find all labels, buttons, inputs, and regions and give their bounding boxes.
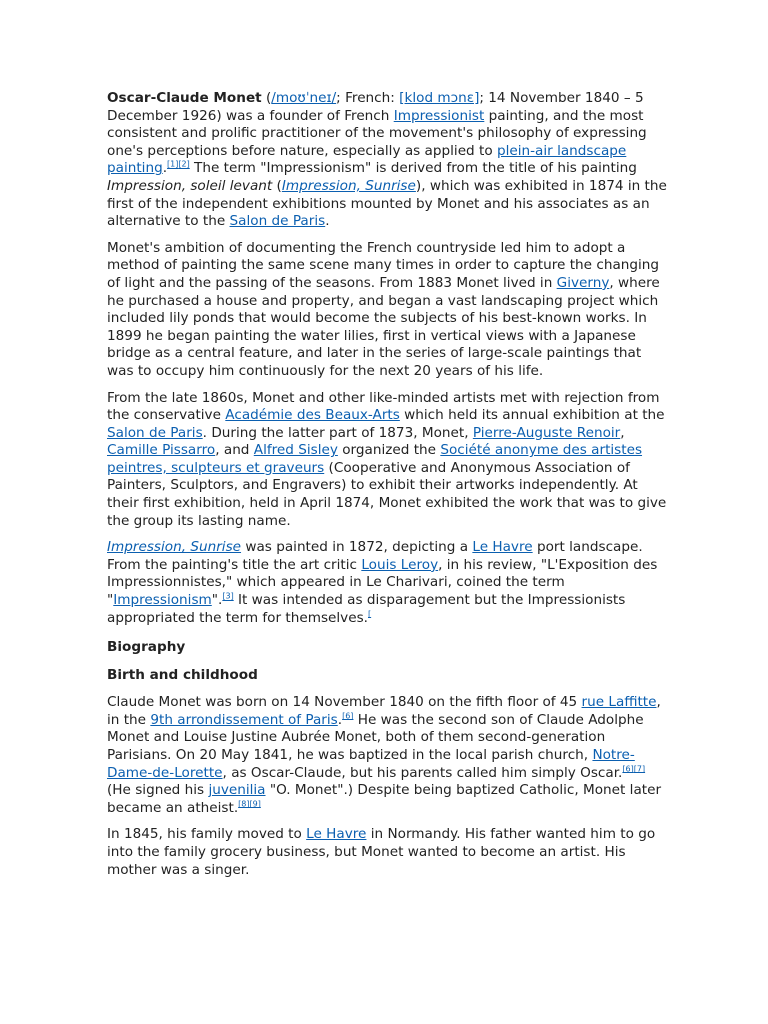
link-rue-laffitte[interactable]: rue Laffitte [581,694,657,711]
text-run: , in his review, "L'Exposition des Impressionnistes," which appeared in Le Charivari, coined the term " [107,556,658,609]
link-impression-sunrise[interactable]: Impression, Sunrise [281,177,416,194]
link-impression-sunrise-2[interactable]: Impression, Sunrise [107,539,242,556]
link-plein-air[interactable]: plein-air landscape painting [107,142,627,177]
article-body [107,90,667,888]
citation-3[interactable]: [3] [222,591,234,601]
link-louis-leroy[interactable]: Louis Leroy [361,556,439,573]
painting-title: Impression, soleil levant [107,177,273,194]
text-run: painting, and the most consistent and prolific practitioner of the movement's philosophy of expressing one's perceptions before nature, especially as applied to [107,107,647,159]
birth-paragraph [107,694,667,817]
text-run: Claude Monet was born on 14 November 1840 on the fifth floor of 45 [107,694,582,711]
link-sisley[interactable]: Alfred Sisley [253,442,338,459]
giverny-paragraph [107,240,667,381]
text-run: It was intended as disparagement but the Impressionists appropriated the term for themselves. [107,592,626,626]
citation-4[interactable]: [ [368,609,372,619]
link-impressionist[interactable]: Impressionist [393,107,485,124]
citation-7[interactable]: [7] [633,764,646,774]
link-societe-anonyme[interactable]: Société anonyme des artistes peintres, sculpteurs et graveurs [107,442,643,476]
rejection-paragraph [107,390,667,531]
text-run: ( [272,177,282,194]
text-run: in Normandy. His father wanted him to go into the family grocery business, but Monet wanted to become an artist. His mother was a singer. [107,826,656,878]
text-run: . [162,160,168,177]
link-notre-dame-de-lorette[interactable]: Notre-Dame-de-Lorette [107,747,635,781]
family-paragraph [107,826,667,879]
impression-sunrise-paragraph [107,539,667,627]
link-renoir[interactable]: Pierre-Auguste Renoir [472,424,621,441]
link-pissarro[interactable]: Camille Pissarro [107,442,216,459]
link-juvenilia[interactable]: juvenilia [208,782,266,799]
text-run: , where he purchased a house and property, and began a vast landscaping project which included lily ponds that would become the subjects of his best-known works. In 1899 he began painting the water lilies, first in vertical views with a Japanese bridge as a central feature, and later in the series of large-scale paintings that was to occupy him continuously for the next 20 years of his life. [107,274,660,379]
citation-1[interactable]: [1] [167,159,179,169]
text-run: , and [215,442,254,459]
text-run: organized the [337,442,441,459]
text-run: , as Oscar-Claude, but his parents called him simply Oscar. [222,764,623,781]
text-run: . [337,711,343,728]
link-giverny[interactable]: Giverny [556,274,610,291]
text-run: Monet's ambition of documenting the French countryside led him to adopt a method of painting the same scene many times in order to capture the changing of light and the passing of the seasons. From 1883 Monet lived in [107,239,660,291]
ipa-english-link[interactable]: /moʊˈneɪ/ [271,90,337,106]
text-run: He was the second son of Claude Adolphe Monet and Louise Justine Aubrée Monet, both of them second-generation Parisians. On 20 May 1841, he was baptized in the local parish church, [107,711,644,763]
text-run: was painted in 1872, depicting a [241,539,473,556]
citation-8[interactable]: [8] [238,799,250,809]
text-run: From the late 1860s, Monet and other like-minded artists met with rejection from the conservative [107,389,660,424]
text-run: . During the latter part of 1873, Monet, [202,424,473,441]
link-salon-de-paris-2[interactable]: Salon de Paris [107,424,203,441]
link-le-havre-2[interactable]: Le Havre [306,826,367,843]
text-run: ; French: [336,90,400,106]
text-run: "O. Monet".) Despite being baptized Catholic, Monet later became an atheist. [107,782,662,816]
intro-paragraph [107,90,667,231]
section-heading-birth: Birth and childhood [107,667,258,684]
link-9th-arrondissement[interactable]: 9th arrondissement of Paris [150,711,338,728]
text-run: , in the [107,694,661,728]
article-subject: Oscar-Claude Monet [107,90,262,106]
text-run: ; 14 November 1840 – 5 December 1926) was a founder of French [107,90,644,124]
link-impressionism[interactable]: Impressionism [113,592,212,609]
link-le-havre[interactable]: Le Havre [472,539,533,556]
text-run: (Cooperative and Anonymous Association of Painters, Sculptors, and Engravers) to exhibit their artworks independently. At their first exhibition, held in April 1874, Monet exhibited the work that was to give the group its lasting name. [107,459,667,529]
text-run: ". [211,592,223,609]
text-run: ( [261,90,272,106]
text-run: ), which was exhibited in 1874 in the first of the independent exhibitions mounted by Monet and his associates as an alternative to the [107,177,667,230]
citation-9[interactable]: [9] [249,799,261,809]
link-academie[interactable]: Académie des Beaux-Arts [225,407,400,424]
text-run: . [325,213,330,230]
text-run: port landscape. From the painting's title the art critic [107,539,643,573]
link-salon-de-paris[interactable]: Salon de Paris [229,213,326,230]
text-run: which held its annual exhibition at the [399,407,665,424]
text-run: (He signed his [107,782,209,799]
ipa-french-link[interactable]: [klod mɔnɛ] [399,90,480,106]
text-run: The term "Impressionism" is derived from the title of his painting [189,160,637,177]
citation-2[interactable]: [2] [178,159,190,169]
text-run: , [620,424,625,441]
citation-6b[interactable]: [6] [622,764,634,774]
citation-6[interactable]: [6] [342,711,354,721]
text-run: In 1845, his family moved to [107,826,307,843]
section-heading-biography: Biography [107,639,186,656]
